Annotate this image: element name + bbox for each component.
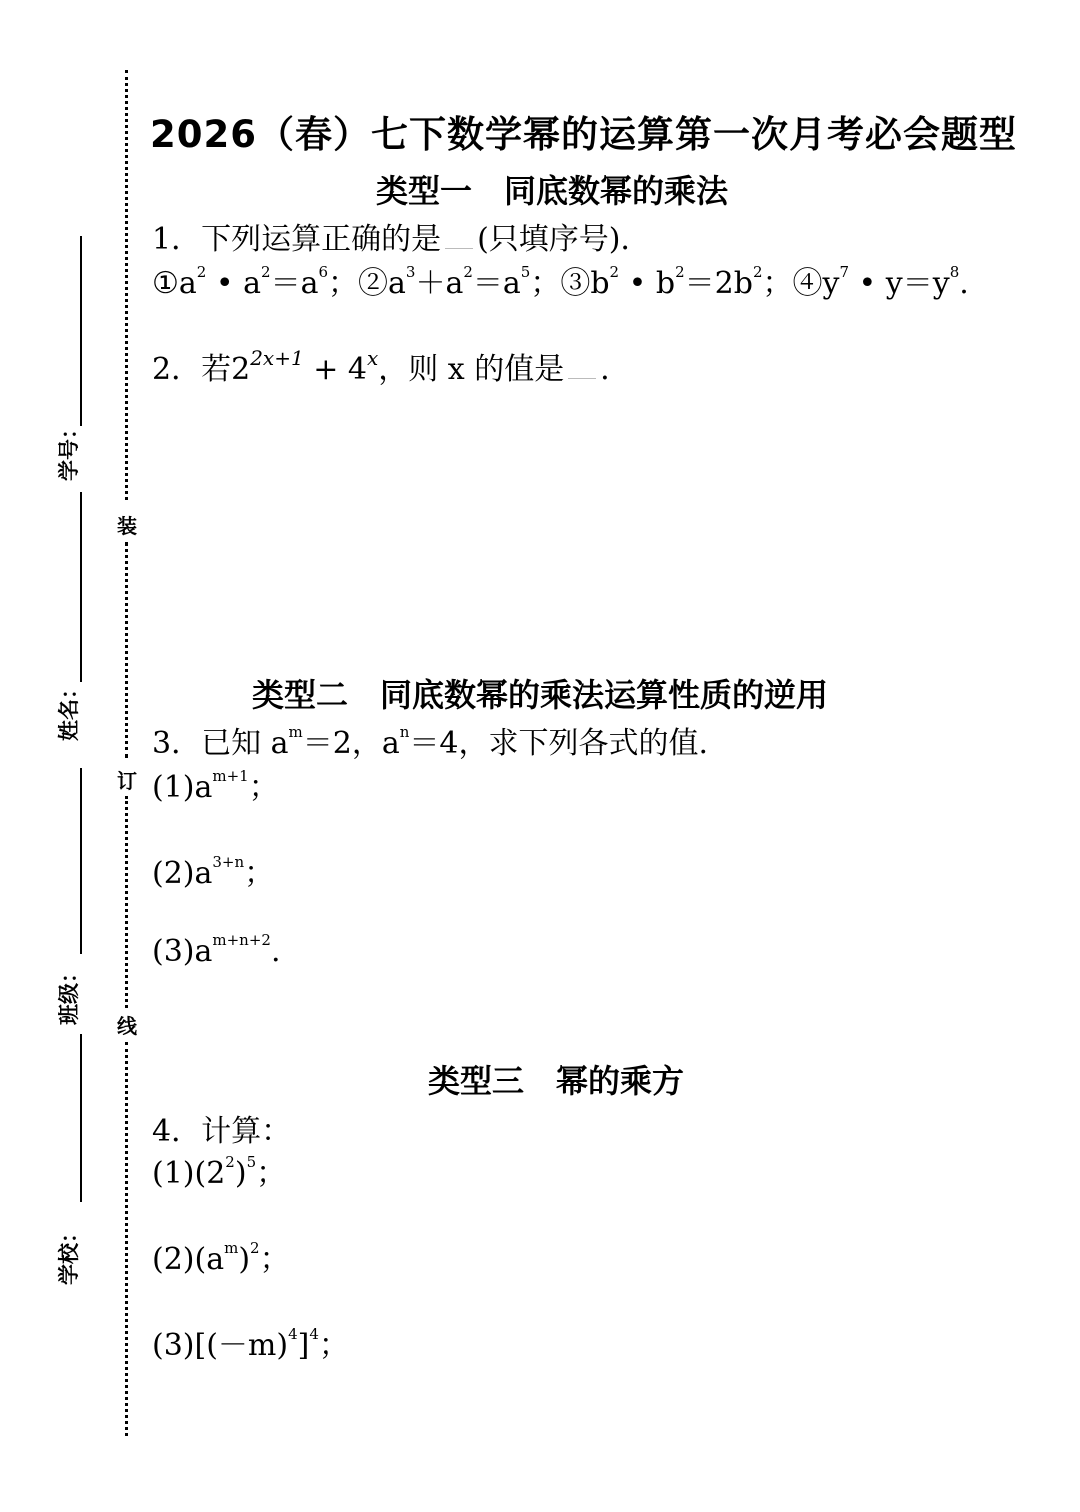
question-4-part-2: $(2)(a^m)^2$； — [152, 1239, 290, 1277]
option-1: $①a^2$ • $a^2=a^6$； — [152, 263, 359, 301]
option-2: $②a^3+a^2=a^5$； — [358, 263, 561, 301]
answer-blank[interactable] — [568, 378, 596, 379]
binding-dashed-line-1 — [125, 70, 128, 500]
question-4-stem: 4．计算： — [152, 1114, 292, 1149]
question-1-options — [152, 258, 969, 302]
binding-dashed-line-2 — [125, 542, 128, 758]
student-no-label: 学号： — [57, 418, 81, 481]
type3-heading: 类型三 幂的乘方 — [428, 1062, 685, 1100]
school-label: 学校： — [57, 1222, 81, 1285]
binding-dashed-line-4 — [125, 1042, 128, 1436]
question-3-part-1: $(1)a^{m+1}$； — [152, 767, 279, 805]
question-1-stem: 1．下列运算正确的是 (只填序号)． — [152, 222, 651, 257]
question-3-stem: 3．已知 $a^m=2$，$a^n=4$，求下列各式的值. — [152, 723, 709, 761]
student-no-line — [80, 236, 82, 426]
type2-heading: 类型二 同底数幂的乘法运算性质的逆用 — [252, 676, 829, 714]
name-label: 姓名： — [57, 678, 81, 741]
option-3: $③b^2$ • $b^2=2b^2$； — [560, 263, 793, 301]
type1-heading: 类型一 同底数幂的乘法 — [376, 172, 729, 210]
question-4-part-3: $(3)[(-m)^4]^4$； — [152, 1325, 349, 1363]
option-4: $④y^7$ • $y=y^8$. — [792, 263, 969, 301]
question-4-part-1: $(1)(2^2)^5$； — [152, 1153, 287, 1191]
binding-mark-ding: 订 — [117, 769, 137, 793]
page-title: 2026（春）七下数学幂的运算第一次月考必会题型 — [150, 113, 1017, 156]
binding-dashed-line-3 — [125, 796, 128, 1008]
class-line — [80, 1034, 82, 1202]
binding-mark-xian: 线 — [117, 1014, 137, 1038]
binding-mark-zhuang: 装 — [117, 514, 137, 538]
question-3-part-3: $(3)a^{m+n+2}$. — [152, 931, 281, 969]
question-3-part-2: $(2)a^{3+n}$； — [152, 853, 275, 891]
class-label: 班级： — [57, 962, 81, 1025]
answer-blank[interactable] — [445, 248, 473, 249]
name-line — [80, 768, 82, 954]
question-2: 2．若$2^{2x+1} + 4^x$，则 x 的值是 ． — [152, 346, 631, 387]
student-no-line-lower — [80, 492, 82, 682]
